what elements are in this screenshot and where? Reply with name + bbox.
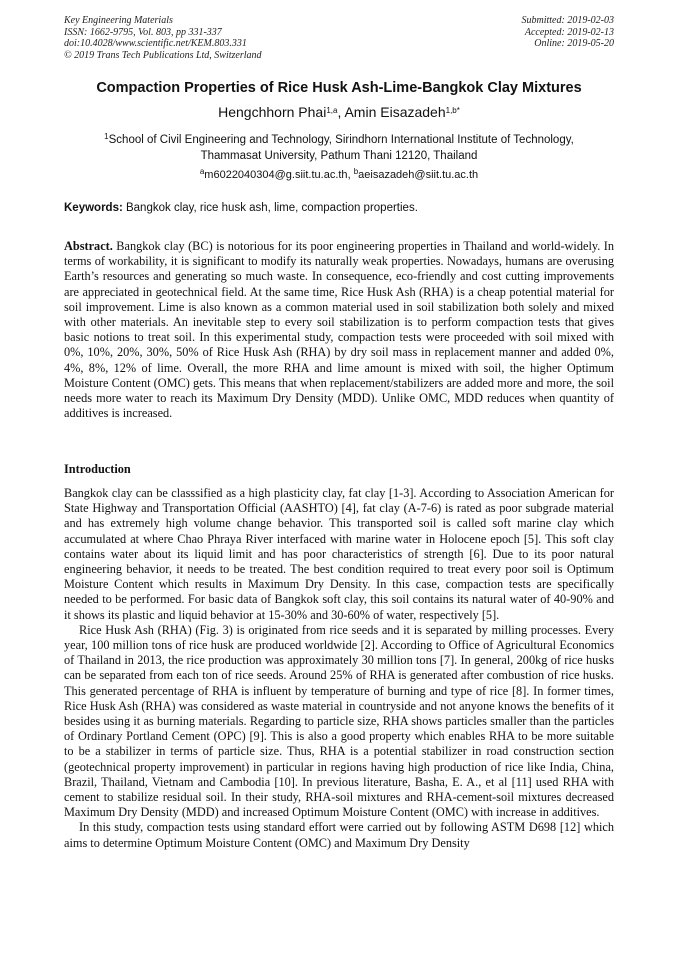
author-1-sup: 1,a	[326, 106, 338, 115]
journal-copyright: © 2019 Trans Tech Publications Ltd, Switzerland	[64, 49, 262, 61]
affiliation-line-1	[40, 132, 638, 148]
email-a: m6022040304@g.siit.tu.ac.th	[204, 169, 348, 181]
affiliation-line-2: Thammasat University, Pathum Thani 12120, Thailand	[200, 150, 478, 162]
submitted-date: Submitted: 2019-02-03	[521, 15, 614, 26]
journal-info	[64, 15, 262, 61]
keywords	[64, 202, 614, 214]
paper-title: Compaction Properties of Rice Husk Ash-Lime-Bangkok Clay Mixtures	[96, 80, 582, 96]
author-2-name: Amin Eisazadeh	[344, 104, 446, 120]
submission-dates	[522, 15, 615, 50]
journal-doi: doi:10.4028/www.scientific.net/KEM.803.331	[64, 38, 247, 49]
intro-paragraph-3: In this study, compaction tests using standard effort were carried out by following ASTM D698 [12] which aims to determine Optimum Moisture Content (OMC) and Maximum Dry Density	[64, 820, 614, 850]
keywords-label: Keywords:	[64, 202, 123, 214]
online-date: Online: 2019-05-20	[534, 38, 614, 49]
abstract-paragraph	[64, 239, 614, 421]
journal-issn: ISSN: 1662-9795, Vol. 803, pp 331-337	[64, 26, 222, 38]
author-emails	[40, 169, 638, 181]
abstract-label: Abstract.	[64, 239, 113, 253]
author-line	[40, 104, 638, 120]
email-b: aeisazadeh@siit.tu.ac.th	[358, 169, 479, 181]
email-separator: ,	[347, 169, 354, 181]
accepted-date: Accepted: 2019-02-13	[524, 26, 614, 38]
abstract-text: Bangkok clay (BC) is notorious for its poor engineering properties in Thailand and world-widely. In terms of workability, it is significant to modify its naturally weak properties. Nowadays, humans are overusing Earth’s resources and generating so much waste. In consequence, eco-friendly and cost cutting improvements are appreciated in geotechnical field. At the same time, Rice Husk Ash (RHA) is a cheap potential material for soil improvement. Lime is also known as a common material used in soil stabilization both solely and mixed with other materials. An inevitable step to every soil stabilization is to perform compaction tests that gives basic notions to treat soil. In this experimental study, compaction tests were proceeded with soil mixed with 0%, 10%, 20%, 30%, 50% of Rice Husk Ash (RHA) by dry soil mass in replacement manner and added 0%, 4%, 8%, 12% of lime. Overall, the more RHA and lime amount is mixed with soil, the higher Optimum Moisture Content (OMC) gets. This means that when replacement/stabilizers are added more and more, the soil needs more water to reach its Maximum Dry Density (MDD). Unlike OMC, MDD reduces when quantity of additives is increased.	[64, 239, 614, 421]
author-separator: ,	[337, 104, 345, 120]
email-a-sup: a	[199, 167, 205, 176]
email-b-sup: b	[353, 167, 359, 176]
affiliation	[40, 132, 638, 164]
author-1-name: Hengchhorn Phai	[218, 104, 327, 120]
abstract	[64, 239, 614, 421]
journal-name: Key Engineering Materials	[64, 15, 173, 26]
affiliation-text-1: School of Civil Engineering and Technology, Sirindhorn International Institute of Technology,	[108, 134, 574, 146]
introduction-heading: Introduction	[64, 462, 131, 476]
affiliation-sup: 1	[104, 132, 109, 141]
intro-paragraph-2: Rice Husk Ash (RHA) (Fig. 3) is originated from rice seeds and it is separated by milling processes. Every year, 100 million tons of rice husk are produced worldwide [2]. According to Office of Agricultural Economics of Thailand in 2013, the rice production was approximately 30 million tons [7]. In general, 200kg of rice husks can be separated from each ton of rice seeds. Around 25% of RHA is generated after combustion of rice husks. This generated percentage of RHA is influent by temperature of burning and type of rice [8]. In former times, Rice Husk Ash (RHA) was considered as waste material in countryside and not anyone knows the benefits of it besides using it as burning materials. Regarding to particle size, RHA shows particles smaller than the particles of Ordinary Portland Cement (OPC) [9]. This is also a good property which enables RHA to be more suitable to be a stabilizer in terms of particle size. Thus, RHA is a potential stabilizer in road construction section (geotechnical property improvement) in particular in regions having high production of rice like India, China, Brazil, Thailand, Vietnam and Cambodia [10]. In previous literature, Basha, E. A., et al [11] used RHA with cement to stabilize residual soil. In their study, RHA-soil mixtures and RHA-cement-soil mixtures decreased Maximum Dry Density (MDD) and increased Optimum Moisture Content (OMC) with increase in additives.	[64, 622, 614, 820]
introduction-body	[64, 486, 614, 851]
keywords-text: Bangkok clay, rice husk ash, lime, compaction properties.	[122, 202, 418, 214]
author-2-sup: 1,b*	[445, 106, 460, 115]
intro-paragraph-1: Bangkok clay can be classsified as a high plasticity clay, fat clay [1-3]. According to Association American for State Highway and Transportation Official (AASHTO) [4], fat clay (A-7-6) is rated as poor subgrade material and has extremely high volume change behavior. This transported soil is called soft marine clay which accumulated at where Chao Phraya River interfaced with marine water in Holocene epoch [5]. This soft clay contains water about its liquid limit and has poor characteristics of strength [6]. Due to its poor natural engineering behavior, it needs to be treated. The best condition required to treat every poor soil is Optimum Moisture Content which results in Maximum Dry Density. In this case, compaction tests are specifically needed to be performed. For basic data of Bangkok soft clay, this soil contains its natural water of 40-90% and it shows its plastic and liquid behavior at 15-30% and 30-60% of water, respectively [5].	[64, 486, 614, 622]
